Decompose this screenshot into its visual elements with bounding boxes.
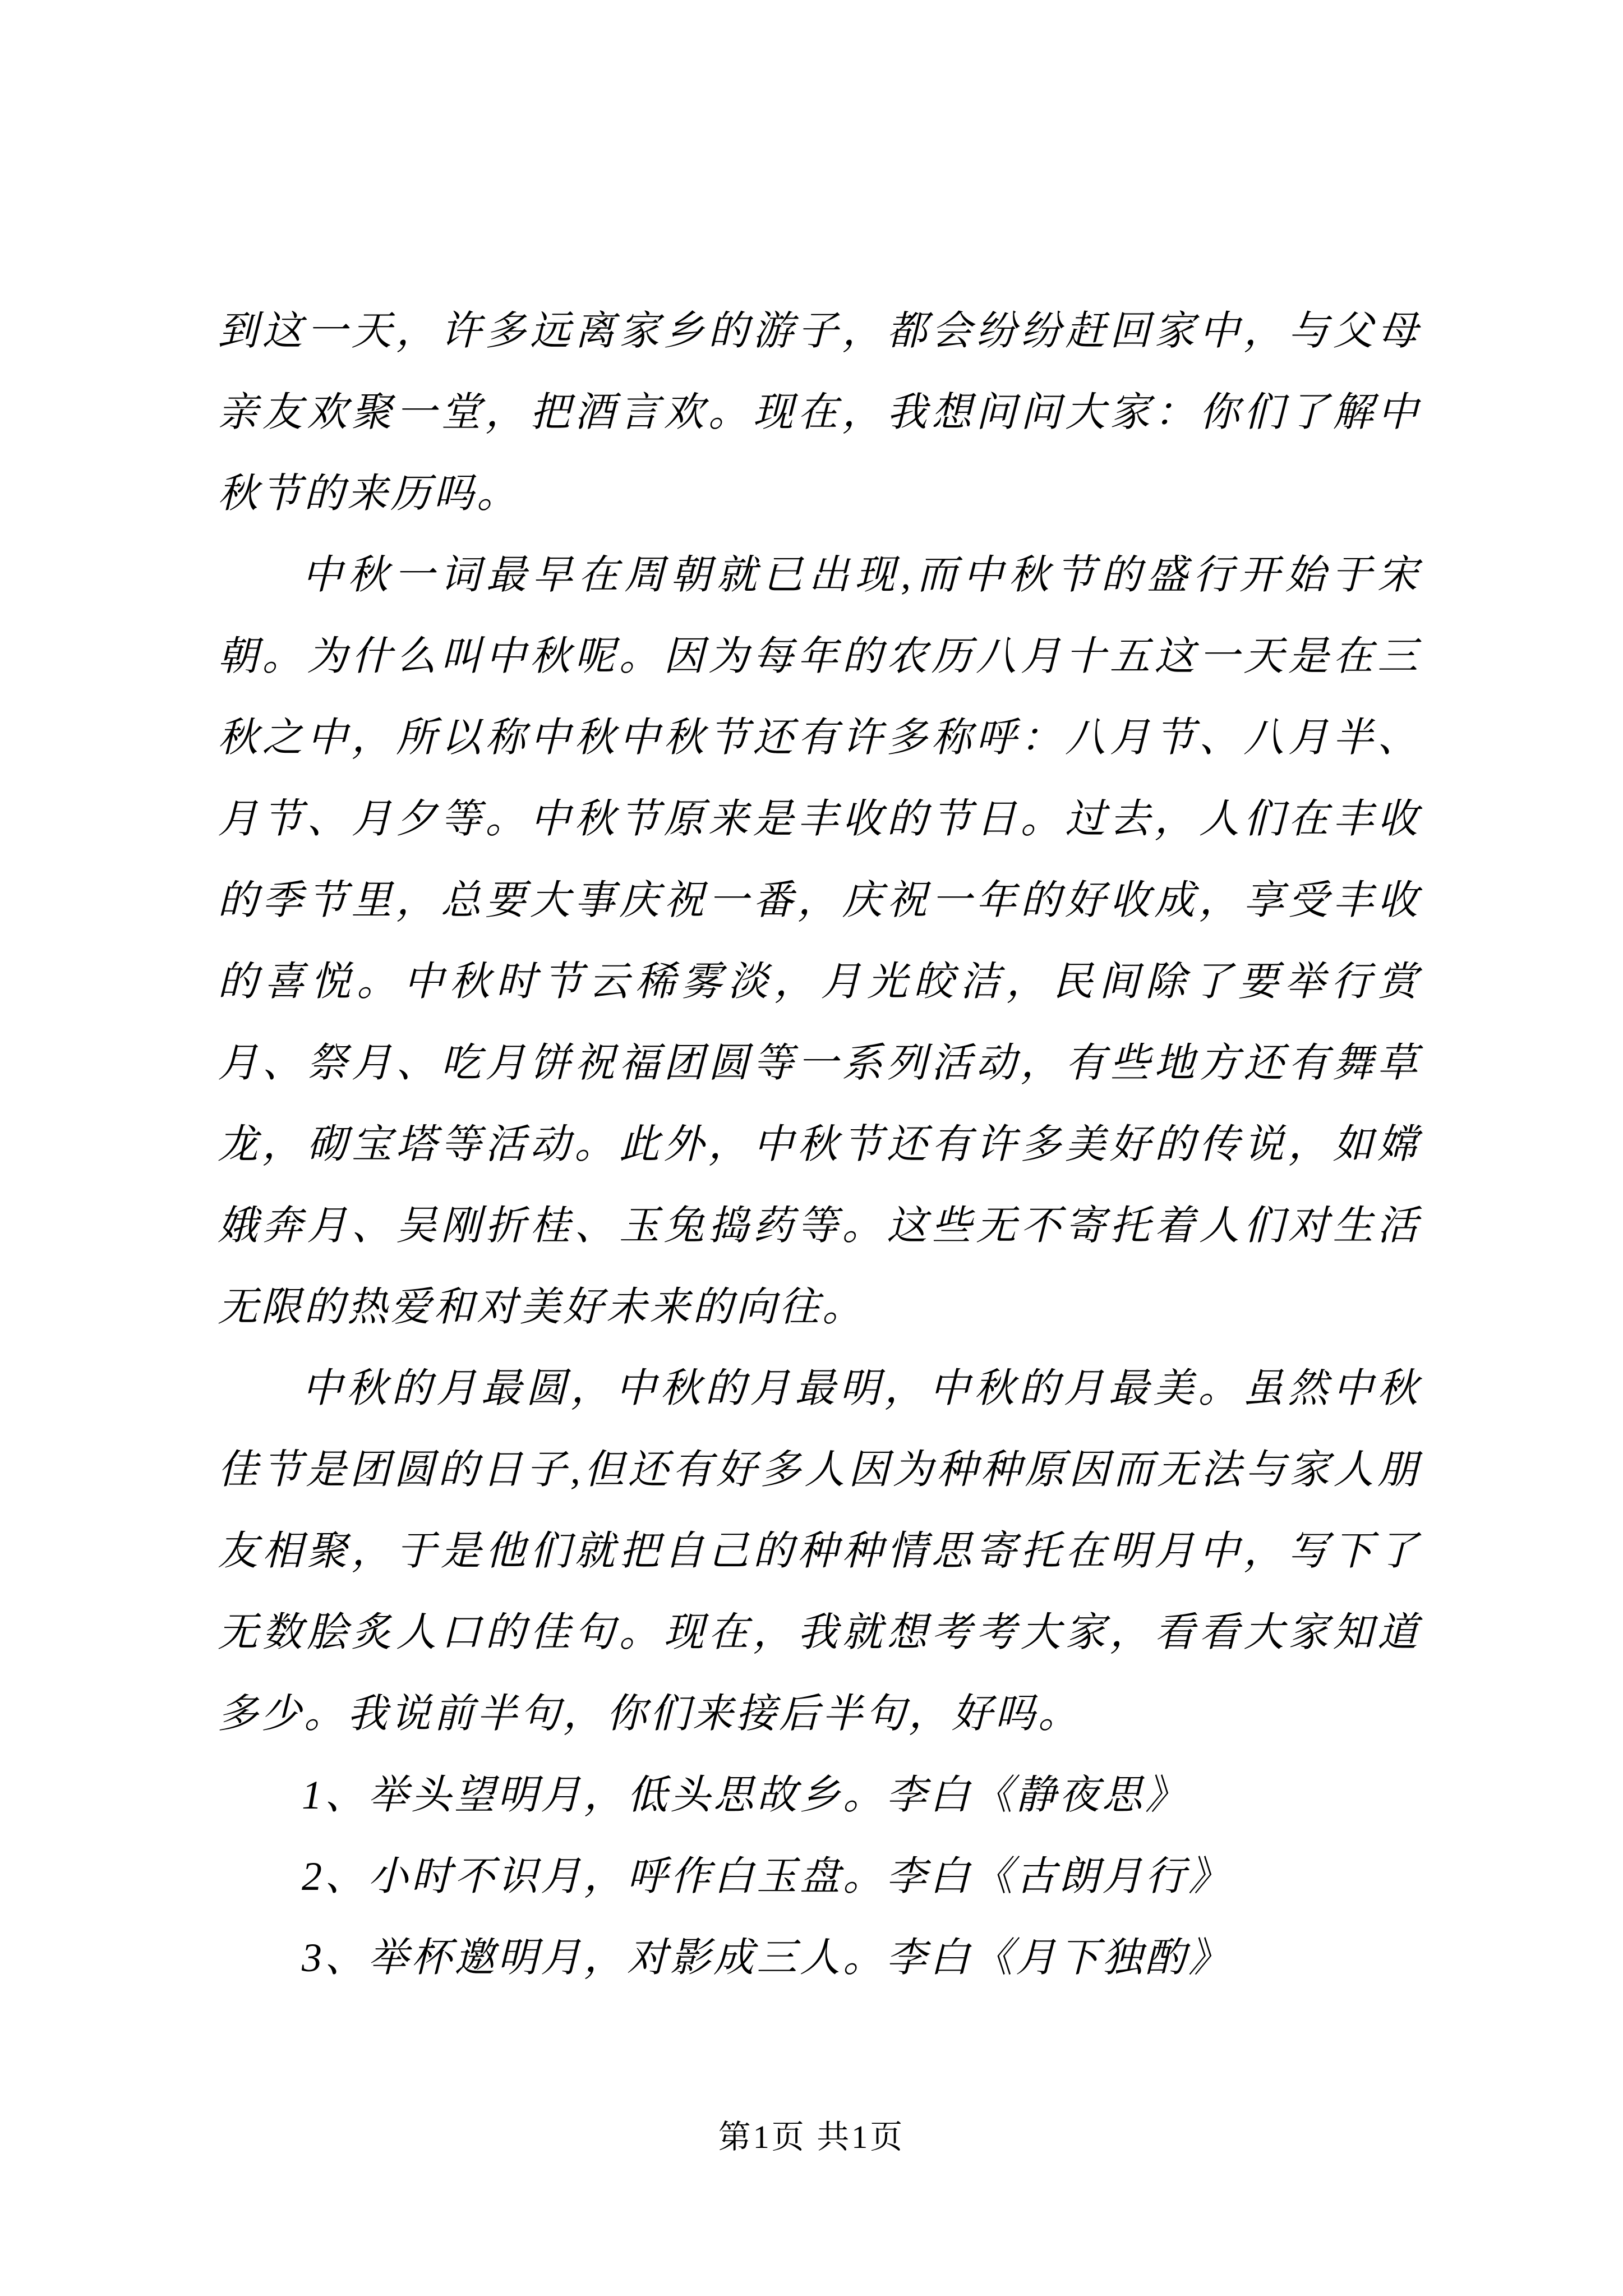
page-footer xyxy=(0,2118,1623,2157)
page-number-label: 第1页 共1页 xyxy=(718,2119,905,2155)
poem-quote-1: 1、举头望明月，低头思故乡。李白《静夜思》 xyxy=(302,1773,1189,1818)
document-body xyxy=(218,291,1421,1999)
paragraph-continuation: 到这一天，许多远离家乡的游子，都会纷纷赶回家中，与父母亲友欢聚一堂，把酒言欢。现在，我想问问大家：你们了解中秋节的来历吗。 xyxy=(218,309,1421,516)
paragraph-origin-of-mid-autumn: 中秋一词最早在周朝就已出现,而中秋节的盛行开始于宋朝。为什么叫中秋呢。因为每年的农历八月十五这一天是在三秋之中，所以称中秋中秋节还有许多称呼：八月节、八月半、月节、月夕等。中秋节原来是丰收的节日。过去，人们在丰收的季节里，总要大事庆祝一番，庆祝一年的好收成，享受丰收的喜悦。中秋时节云稀雾淡，月光皎洁，民间除了要举行赏月、祭月、吃月饼祝福团圆等一系列活动，有些地方还有舞草龙，砌宝塔等活动。此外，中秋节还有许多美好的传说，如嫦娥奔月、吴刚折桂、玉兔捣药等。这些无不寄托着人们对生活无限的热爱和对美好未来的向往。 xyxy=(218,553,1421,1329)
paragraph-moon-and-reunion: 中秋的月最圆，中秋的月最明，中秋的月最美。虽然中秋佳节是团圆的日子,但还有好多人因为种种原因而无法与家人朋友相聚，于是他们就把自己的种种情思寄托在明月中，写下了无数脍炙人口的佳句。现在，我就想考考大家，看看大家知道多少。我说前半句，你们来接后半句，好吗。 xyxy=(218,1366,1421,1736)
poem-quote-2: 2、小时不识月，呼作白玉盘。李白《古朗月行》 xyxy=(302,1854,1232,1899)
poem-quote-3: 3、举杯邀明月，对影成三人。李白《月下独酌》 xyxy=(302,1935,1232,1980)
